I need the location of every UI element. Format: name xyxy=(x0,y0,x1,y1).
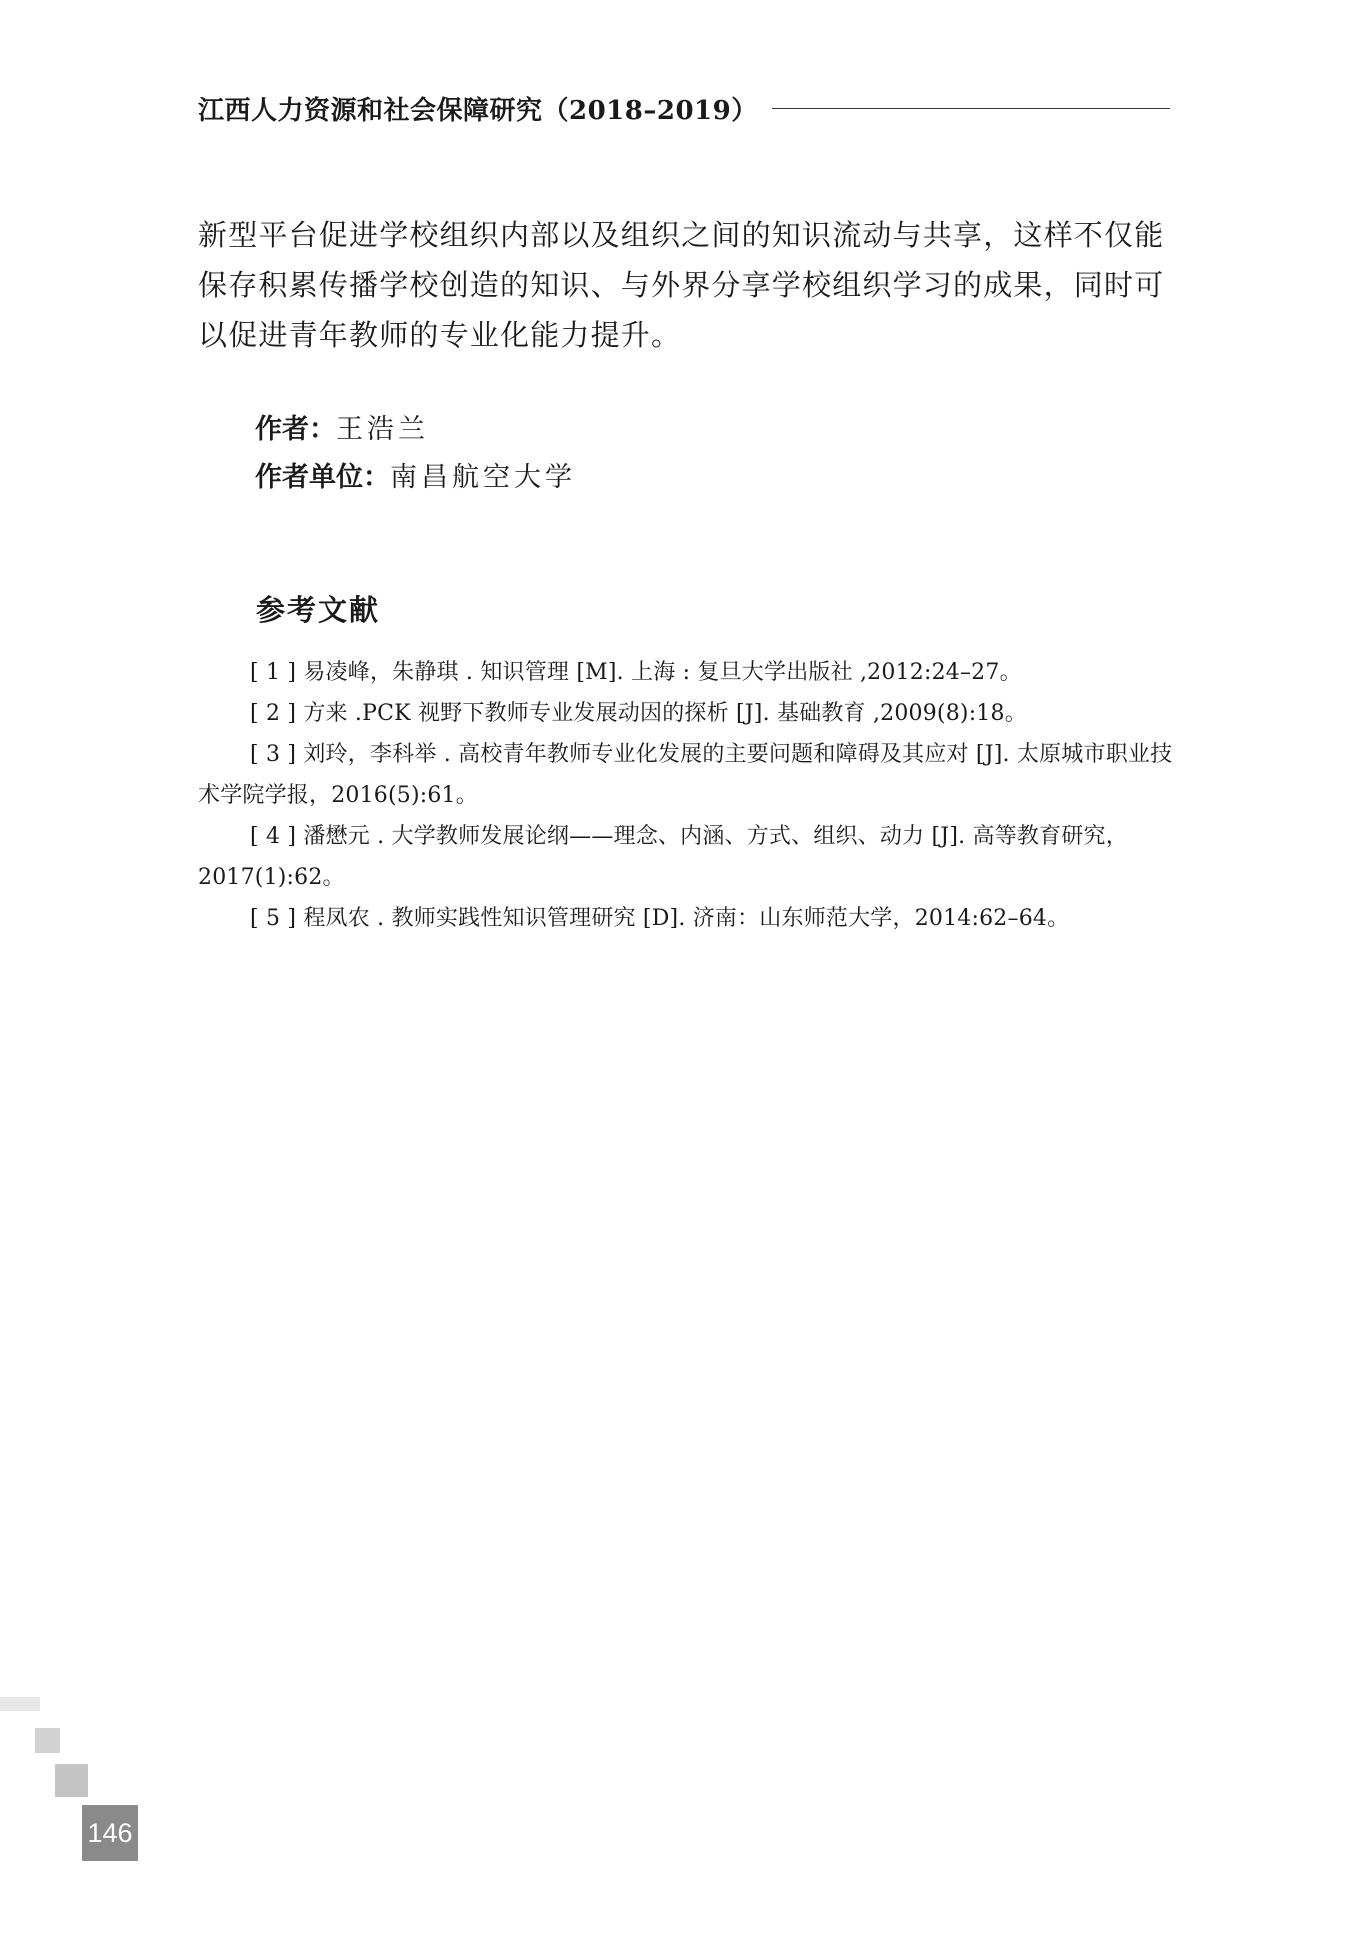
running-header-title: 江西人力资源和社会保障研究（2018–2019） xyxy=(198,95,758,126)
reference-item: [ 3 ] 刘玲，李科举 . 高校青年教师专业化发展的主要问题和障碍及其应对 [J]. 太原城市职业技术学院学报，2016(5):61。 xyxy=(198,742,1173,808)
author-label: 作者： xyxy=(255,414,336,445)
decorative-square xyxy=(55,1764,88,1797)
header-rule xyxy=(772,108,1170,109)
running-header xyxy=(198,88,1170,128)
references-title: 参考文献 xyxy=(256,593,381,627)
decorative-square xyxy=(0,1697,40,1711)
affiliation-name: 南昌航空大学 xyxy=(390,462,576,493)
reference-item: [ 2 ] 方来 .PCK 视野下教师专业发展动因的探析 [J]. 基础教育 ,2009(8):18。 xyxy=(250,701,1027,726)
affiliation-label: 作者单位： xyxy=(255,462,390,493)
author-name: 王浩兰 xyxy=(336,414,429,445)
page-number: 146 xyxy=(82,1805,138,1861)
author-line xyxy=(255,410,429,450)
decorative-square xyxy=(35,1728,60,1753)
reference-item: [ 5 ] 程凤农 . 教师实践性知识管理研究 [D]. 济南：山东师范大学，2014:62–64。 xyxy=(250,906,1070,931)
reference-item: [ 1 ] 易凌峰，朱静琪 . 知识管理 [M]. 上海 : 复旦大学出版社 ,2012:24–27。 xyxy=(250,660,1022,685)
affiliation-line xyxy=(255,458,576,498)
reference-item: [ 4 ] 潘懋元 . 大学教师发展论纲——理念、内涵、方式、组织、动力 [J]. 高等教育研究，2017(1):62。 xyxy=(198,824,1128,890)
body-paragraph: 新型平台促进学校组织内部以及组织之间的知识流动与共享，这样不仅能保存积累传播学校创造的知识、与外界分享学校组织学习的成果，同时可以促进青年教师的专业化能力提升。 xyxy=(198,218,1165,352)
references-list xyxy=(198,652,1173,939)
